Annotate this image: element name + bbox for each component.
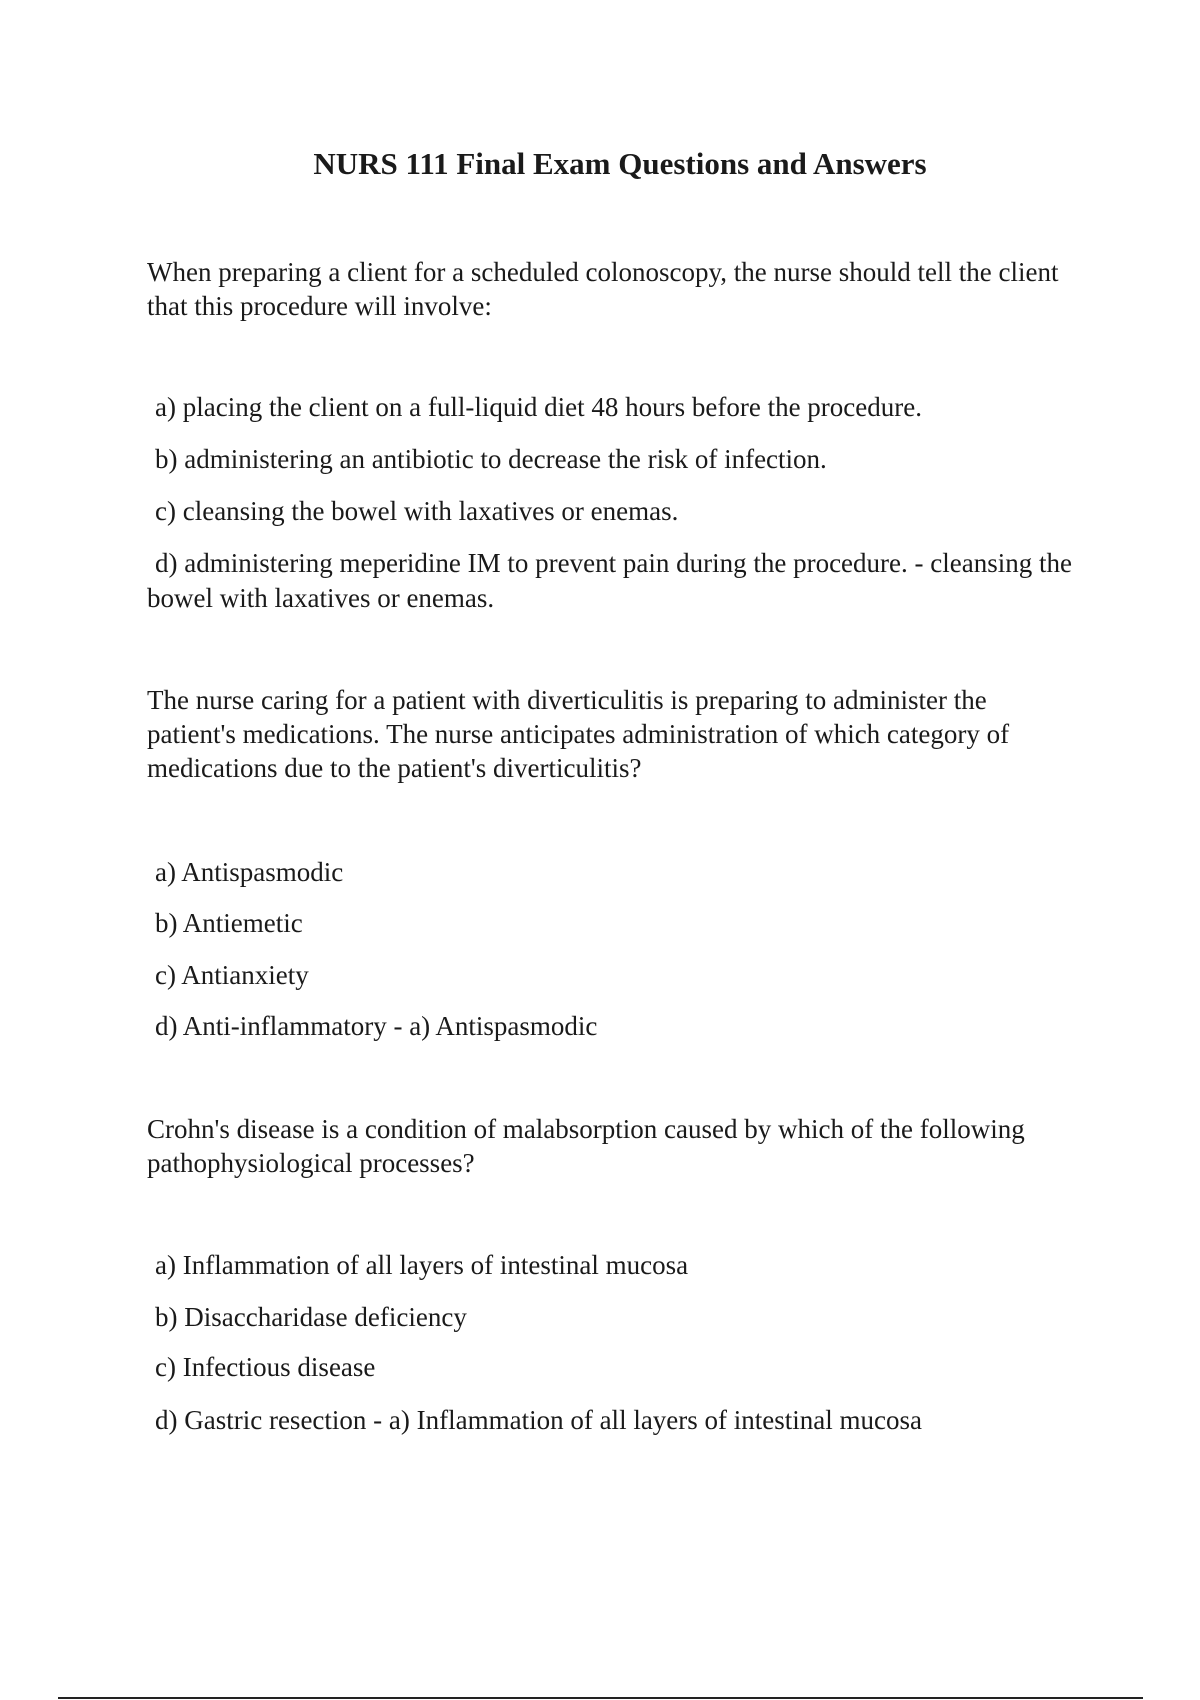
footer-divider <box>58 1697 1143 1699</box>
question-2-option-c: c) Antianxiety <box>155 960 309 990</box>
question-3-option-b: b) Disaccharidase deficiency <box>155 1302 467 1332</box>
question-1-prompt: When preparing a client for a scheduled colonoscopy, the nurse should tell the client that this procedure will involve: <box>147 257 1059 321</box>
question-3-prompt: Crohn's disease is a condition of malabsorption caused by which of the following pathophysiological processes? <box>147 1114 1025 1178</box>
question-1-option-c: c) cleansing the bowel with laxatives or enemas. <box>155 496 679 526</box>
question-1-option-d-answer: d) administering meperidine IM to prevent pain during the procedure. - cleansing the bowel with laxatives or enemas. <box>147 548 1072 613</box>
question-2-option-a: a) Antispasmodic <box>155 857 344 887</box>
question-2-prompt: The nurse caring for a patient with diverticulitis is preparing to administer the patient's medications. The nurse anticipates administration of which category of medications due to the patient's diverticulitis? <box>147 685 1010 783</box>
question-3-option-a: a) Inflammation of all layers of intestinal mucosa <box>155 1250 689 1280</box>
question-1-option-b: b) administering an antibiotic to decrease the risk of infection. <box>155 444 827 474</box>
question-3-option-d-answer: d) Gastric resection - a) Inflammation of all layers of intestinal mucosa <box>155 1405 922 1435</box>
question-3-option-c: c) Infectious disease <box>155 1352 376 1382</box>
document-title: NURS 111 Final Exam Questions and Answers <box>313 146 927 181</box>
question-1-option-a: a) placing the client on a full-liquid diet 48 hours before the procedure. <box>155 392 922 422</box>
question-2-option-d-answer: d) Anti-inflammatory - a) Antispasmodic <box>155 1011 598 1041</box>
question-2-option-b: b) Antiemetic <box>155 908 303 938</box>
